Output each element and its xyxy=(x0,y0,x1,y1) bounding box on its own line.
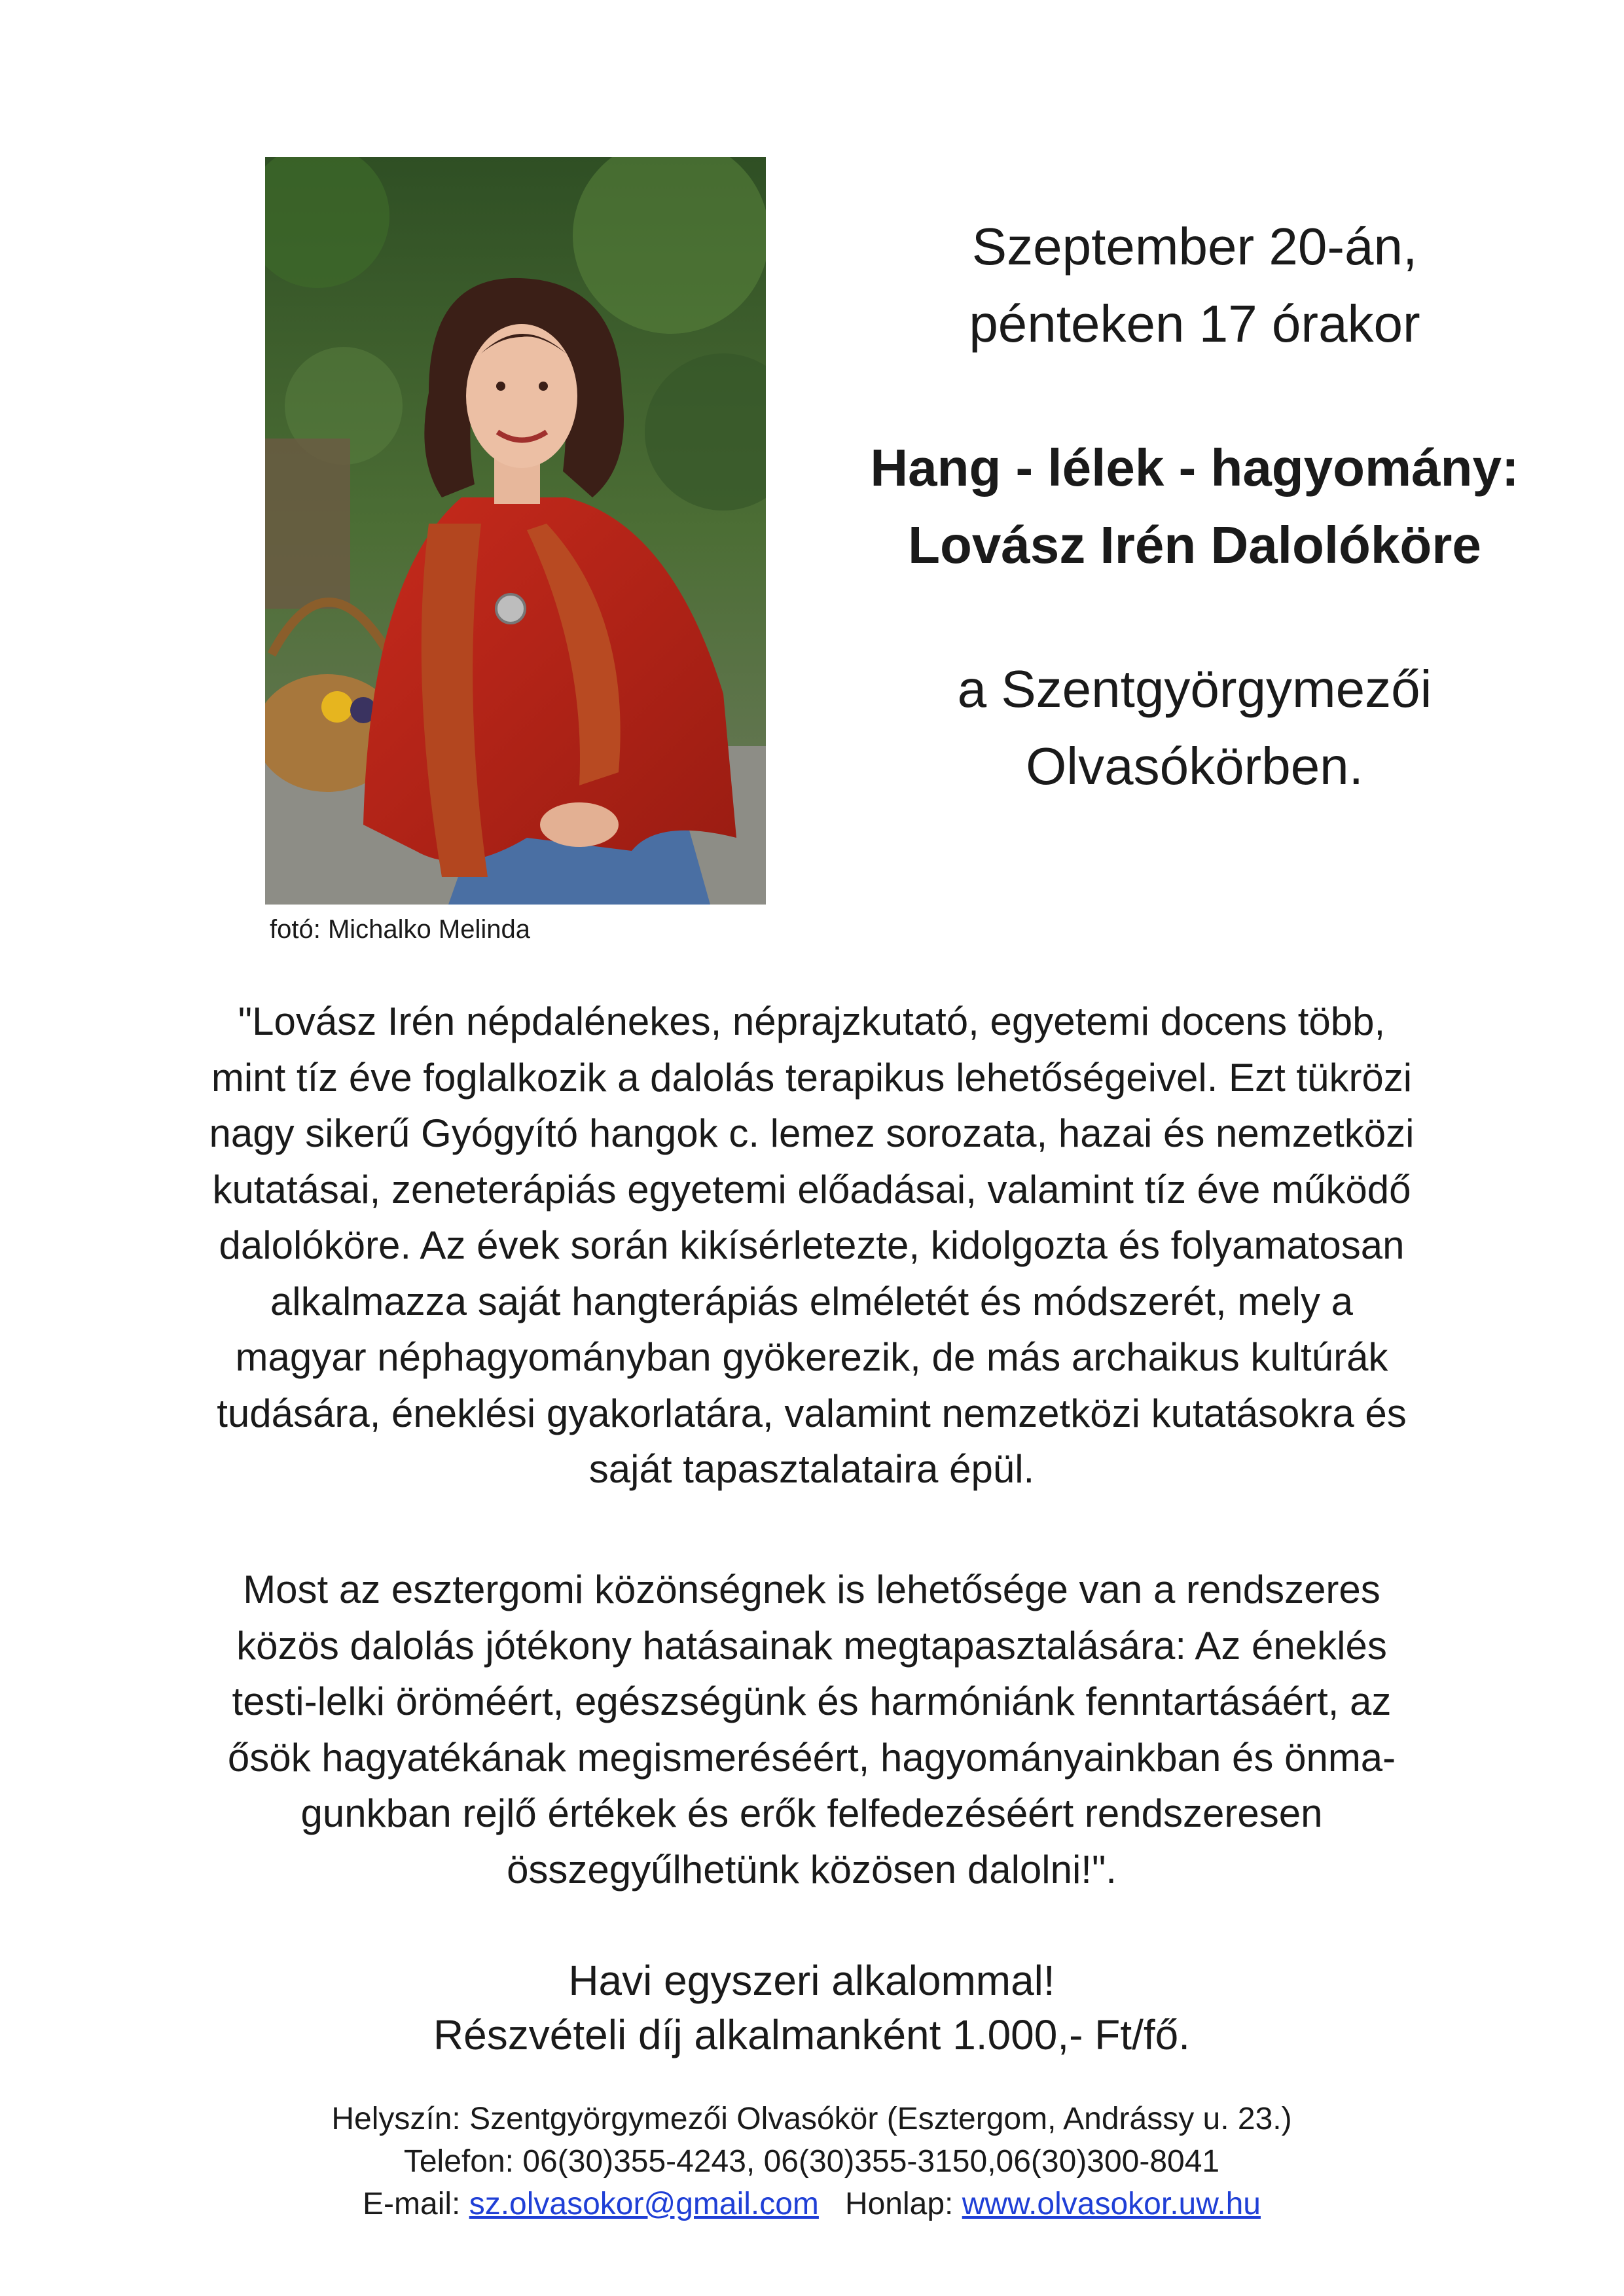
quote-line: dalolóköre. Az évek során kikísérletezte, kidolgozta és folyamatosan xyxy=(219,1223,1405,1267)
website-link[interactable]: www.olvasokor.uw.hu xyxy=(962,2187,1261,2221)
quote-line: magyar néphagyományban gyökerezik, de más archaikus kultúrák xyxy=(235,1335,1388,1379)
location-line: Helyszín: Szentgyörgymezői Olvasókör (Esztergom, Andrássy u. 23.) xyxy=(331,2102,1292,2136)
event-venue-line: a Szentgyörgymezői xyxy=(957,660,1432,718)
performer-photo xyxy=(265,157,766,905)
invitation-line: összegyűlhetünk közösen dalolni!". xyxy=(507,1847,1117,1892)
quote-line: nagy sikerű Gyógyító hangok c. lemez sorozata, hazai és nemzetközi xyxy=(209,1111,1415,1155)
quote-line: saját tapasztalataira épül. xyxy=(588,1447,1035,1491)
email-link[interactable]: sz.olvasokor@gmail.com xyxy=(469,2187,819,2221)
invitation-line: testi-lelki öröméért, egészségünk és harmóniánk fenntartásáért, az xyxy=(232,1679,1392,1723)
event-venue xyxy=(844,651,1545,805)
invitation-line: ősök hagyatékának megismeréséért, hagyományainkban és önma- xyxy=(227,1735,1396,1780)
event-time-line: pénteken 17 órakor xyxy=(969,295,1420,353)
contact-info xyxy=(157,2098,1466,2225)
frequency-and-fee xyxy=(157,1954,1466,2062)
quote-line: "Lovász Irén népdalénekes, néprajzkutató, egyetemi docens több, xyxy=(238,999,1386,1043)
email-website-line xyxy=(157,2183,1466,2225)
quote-line: mint tíz éve foglalkozik a dalolás terapikus lehetőségeivel. Ezt tükrözi xyxy=(211,1055,1413,1100)
quote-line: kutatásai, zeneterápiás egyetemi előadásai, valamint tíz éve működő xyxy=(212,1167,1411,1211)
event-date xyxy=(844,208,1545,363)
quote-line: tudására, éneklési gyakorlatára, valamint nemzetközi kutatásokra és xyxy=(217,1391,1407,1435)
website-label: Honlap: xyxy=(844,2187,954,2221)
invitation-line: gunkban rejlő értékek és erők felfedezéséért rendszeresen xyxy=(300,1791,1323,1835)
event-info xyxy=(844,208,1545,805)
quote-line: alkalmazza saját hangterápiás elméletét és módszerét, mely a xyxy=(270,1279,1354,1323)
event-venue-line: Olvasókörben. xyxy=(1026,737,1363,795)
email-label: E-mail: xyxy=(363,2187,461,2221)
event-title-line: Hang - lélek - hagyomány: xyxy=(870,439,1519,497)
invitation-paragraph xyxy=(157,1562,1466,1897)
photo-credit: fotó: Michalko Melinda xyxy=(270,915,530,944)
event-title xyxy=(844,429,1545,584)
event-date-line: Szeptember 20-án, xyxy=(971,217,1418,276)
invitation-line: Most az esztergomi közönségnek is lehetősége van a rendszeres xyxy=(243,1568,1380,1611)
fee-line: Részvételi díj alkalmanként 1.000,- Ft/fő. xyxy=(433,2011,1191,2058)
description-quote xyxy=(157,994,1466,1498)
phone-line: Telefon: 06(30)355-4243, 06(30)355-3150,06(30)300-8041 xyxy=(403,2144,1220,2179)
frequency-line: Havi egyszeri alkalommal! xyxy=(568,1957,1055,2004)
event-subtitle-line: Lovász Irén Dalolóköre xyxy=(908,516,1481,574)
invitation-line: közös dalolás jótékony hatásainak megtapasztalására: Az éneklés xyxy=(236,1623,1387,1668)
performer-photo-image xyxy=(265,157,766,905)
